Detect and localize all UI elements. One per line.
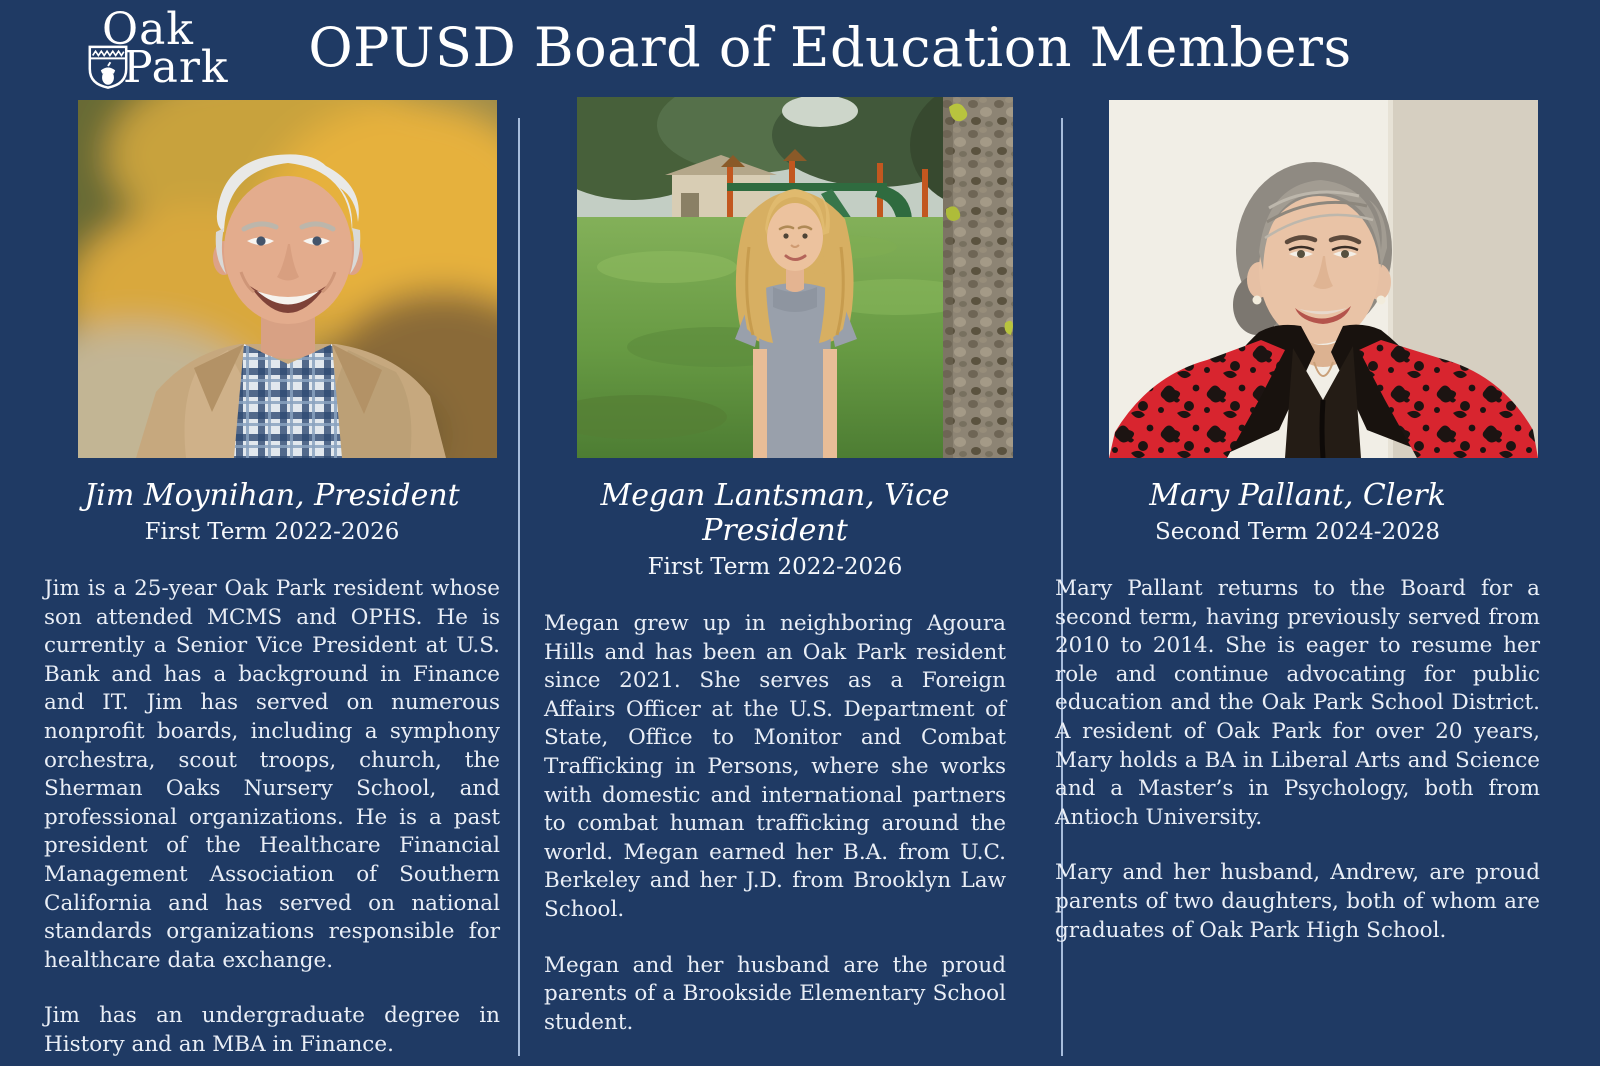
mary-pallant-portrait-illustration	[1109, 100, 1538, 458]
member-column-megan-lantsman	[544, 478, 1006, 1064]
photo-mary-pallant	[1109, 100, 1538, 458]
column-divider	[518, 118, 520, 1056]
member-column-jim-moynihan	[44, 478, 500, 1066]
member-term: First Term 2022-2026	[144, 519, 400, 545]
member-bio-paragraph: Mary Pallant returns to the Board for a second term, having previously served from 2010 to 2014. She is eager to resume her role and continue advocating for public education and the Oak Park School District. A resident of Oak Park for over 20 years, Mary holds a BA in Liberal Arts and Science and a Master’s in Psychology, both from Antioch University.	[1055, 576, 1540, 830]
photo-jim-moynihan	[78, 100, 497, 458]
member-bio-paragraph: Jim is a 25-year Oak Park resident whose son attended MCMS and OPHS. He is currently a Senior Vice President at U.S. Bank and has a background in Finance and IT. Jim has served on numerous nonprofit boards, including a symphony orchestra, scout troops, church, the Sherman Oaks Nursery School, and professional organizations. He is a past president of the Healthcare Financial Management Association of Southern California and has served on national standards organizations responsible for healthcare data exchange.	[44, 576, 500, 973]
megan-lantsman-portrait-illustration	[577, 97, 1013, 458]
member-bio	[1055, 575, 1540, 945]
logo-text-oak: Oak	[102, 4, 194, 55]
jim-moynihan-portrait-illustration	[78, 100, 497, 458]
member-bio	[44, 575, 500, 1060]
member-bio	[544, 610, 1006, 1037]
member-name: Megan Lantsman, Vice President	[600, 478, 950, 548]
page-title: OPUSD Board of Education Members	[308, 16, 1352, 79]
member-bio-paragraph: Mary and her husband, Andrew, are proud parents of two daughters, both of whom are graduates of Oak Park High School.	[1055, 860, 1540, 943]
photo-megan-lantsman	[577, 97, 1013, 458]
member-term: Second Term 2024-2028	[1154, 519, 1441, 545]
member-name: Mary Pallant, Clerk	[1149, 478, 1446, 513]
member-term: First Term 2022-2026	[647, 554, 903, 580]
member-bio-paragraph: Megan grew up in neighboring Agoura Hills and has been an Oak Park resident since 2021. She serves as a Foreign Affairs Officer at the U.S. Department of State, Office to Monitor and Combat Trafficking in Persons, where she works with domestic and international partners to combat human trafficking around the world. Megan earned her B.A. from U.C. Berkeley and her J.D. from Brooklyn Law School.	[544, 611, 1006, 922]
member-name: Jim Moynihan, President	[84, 478, 460, 513]
logo-text-park: Park	[123, 42, 229, 93]
member-bio-paragraph: Megan and her husband are the proud parents of a Brookside Elementary School student.	[544, 952, 1006, 1035]
member-bio-paragraph: Jim has an undergraduate degree in History and an MBA in Finance.	[44, 1003, 500, 1057]
member-column-mary-pallant	[1055, 478, 1540, 972]
